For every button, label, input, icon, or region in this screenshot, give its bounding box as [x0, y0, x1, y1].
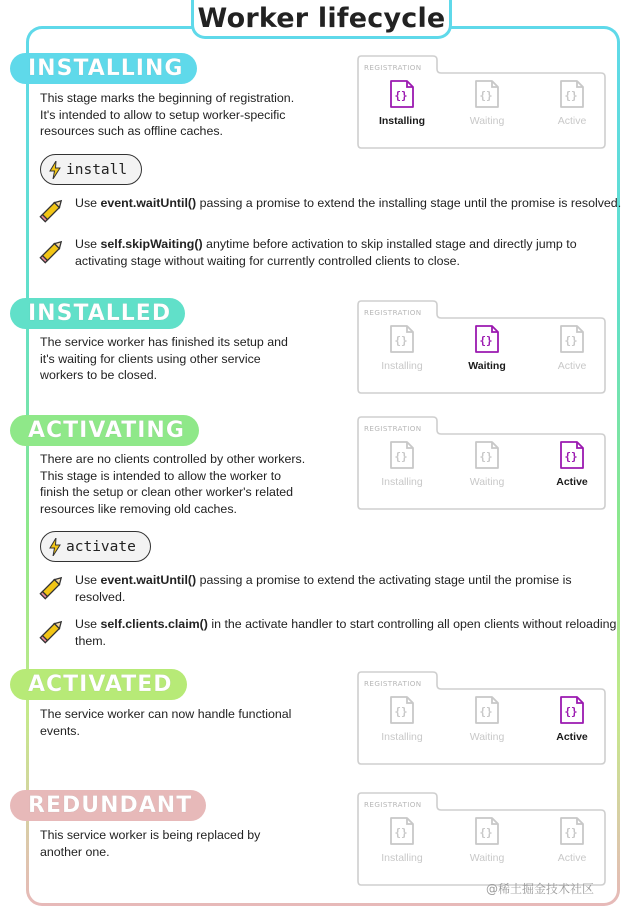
page-title: Worker lifecycle	[197, 2, 446, 34]
registration-slot-label: Active	[557, 360, 587, 372]
registration-slot-active	[532, 440, 612, 488]
registration-slot-label: Installing	[381, 731, 423, 743]
stage-pill-activated: ACTIVATED	[10, 669, 187, 700]
tip-activate-clientsclaim	[38, 616, 623, 650]
svg-text:{}: {}	[564, 450, 578, 463]
registration-slot-label: Active	[557, 852, 587, 864]
lightning-icon	[49, 538, 61, 556]
svg-text:{}: {}	[394, 826, 408, 839]
stage-description-redundant: This service worker is being replaced by another one.	[40, 828, 261, 859]
tip-text: Use event.waitUntil() passing a promise to extend the activating stage until the promise is resolved.	[75, 573, 572, 604]
pencil-icon	[38, 573, 66, 601]
curly-braces-document-icon	[474, 79, 500, 109]
curly-braces-document-icon	[559, 440, 585, 470]
curly-braces-document-icon	[559, 324, 585, 354]
registration-label: REGISTRATION	[364, 308, 422, 317]
stage-pill-activating: ACTIVATING	[10, 415, 199, 446]
registration-slot-installing	[362, 695, 442, 743]
registration-slot-label: Waiting	[469, 852, 505, 864]
curly-braces-document-icon	[559, 816, 585, 846]
svg-text:{}: {}	[479, 89, 493, 102]
svg-text:{}: {}	[394, 334, 408, 347]
registration-label: REGISTRATION	[364, 800, 422, 809]
svg-text:{}: {}	[479, 450, 493, 463]
curly-braces-document-icon	[474, 695, 500, 725]
pencil-icon	[38, 237, 66, 265]
svg-text:{}: {}	[394, 450, 408, 463]
stage-description-installing: This stage marks the beginning of registration. It's intended to allow to setup worker-specific resources such as offline caches.	[40, 91, 295, 138]
registration-label: REGISTRATION	[364, 63, 422, 72]
tip-activate-waituntil	[38, 572, 623, 606]
registration-slot-installing	[362, 79, 442, 127]
registration-slot-label: Active	[556, 731, 588, 743]
registration-slot-installing	[362, 324, 442, 372]
registration-label: REGISTRATION	[364, 679, 422, 688]
svg-text:{}: {}	[479, 705, 493, 718]
install-event-chip	[40, 154, 142, 185]
curly-braces-document-icon	[474, 440, 500, 470]
activate-event-label: activate	[66, 538, 136, 555]
registration-slot-label: Installing	[378, 115, 426, 127]
registration-slot-waiting	[447, 695, 527, 743]
registration-panel-installing	[357, 55, 607, 149]
registration-slot-active	[532, 324, 612, 372]
registration-slot-label: Waiting	[468, 360, 506, 372]
stage-pill-installed: INSTALLED	[10, 298, 185, 329]
registration-slot-installing	[362, 440, 442, 488]
registration-slot-label: Active	[557, 115, 587, 127]
registration-slot-waiting	[447, 324, 527, 372]
registration-slot-waiting	[447, 79, 527, 127]
curly-braces-document-icon	[389, 695, 415, 725]
curly-braces-document-icon	[389, 79, 415, 109]
tip-install-waituntil	[38, 195, 623, 224]
registration-slot-active	[532, 816, 612, 864]
svg-text:{}: {}	[564, 89, 578, 102]
registration-slot-label: Installing	[381, 852, 423, 864]
svg-text:{}: {}	[564, 334, 578, 347]
registration-panel-activating	[357, 416, 607, 510]
svg-text:{}: {}	[564, 705, 578, 718]
tip-text: Use self.clients.claim() in the activate handler to start controlling all open clients without reloading them.	[75, 617, 617, 648]
tip-install-skipwaiting	[38, 236, 623, 270]
registration-slot-waiting	[447, 440, 527, 488]
curly-braces-document-icon	[389, 816, 415, 846]
stage-pill-redundant: REDUNDANT	[10, 790, 206, 821]
curly-braces-document-icon	[559, 79, 585, 109]
pencil-icon	[38, 196, 66, 224]
stage-pill-installing: INSTALLING	[10, 53, 197, 84]
lightning-icon	[49, 161, 61, 179]
watermark: @稀土掘金技术社区	[486, 882, 595, 896]
registration-slot-label: Installing	[381, 476, 423, 488]
registration-slot-waiting	[447, 816, 527, 864]
svg-text:{}: {}	[394, 705, 408, 718]
curly-braces-document-icon	[474, 324, 500, 354]
stage-description-installed: The service worker has finished its setup and it's waiting for clients using other service workers to be closed.	[40, 335, 288, 382]
stage-description-activating: There are no clients controlled by other workers. This stage is intended to allow the worker to finish the setup or clean other worker's related resources like removing old caches.	[40, 452, 306, 516]
registration-slot-installing	[362, 816, 442, 864]
tip-text: Use self.skipWaiting() anytime before activation to skip installed stage and directly jump to activating stage without waiting for currently controlled clients to close.	[75, 237, 577, 268]
tip-text: Use event.waitUntil() passing a promise to extend the installing stage until the promise is resolved.	[75, 196, 622, 210]
registration-slot-label: Active	[556, 476, 588, 488]
stage-description-activated: The service worker can now handle functional events.	[40, 707, 292, 738]
registration-panel-activated	[357, 671, 607, 765]
registration-slot-label: Waiting	[469, 731, 505, 743]
registration-panel-redundant	[357, 792, 607, 886]
svg-text:{}: {}	[394, 89, 408, 102]
registration-slot-label: Waiting	[469, 476, 505, 488]
svg-text:{}: {}	[479, 826, 493, 839]
curly-braces-document-icon	[389, 440, 415, 470]
svg-text:{}: {}	[564, 826, 578, 839]
pencil-icon	[38, 617, 66, 645]
registration-slot-active	[532, 695, 612, 743]
curly-braces-document-icon	[389, 324, 415, 354]
svg-text:{}: {}	[479, 334, 493, 347]
install-event-label: install	[66, 161, 128, 178]
registration-label: REGISTRATION	[364, 424, 422, 433]
registration-slot-label: Installing	[381, 360, 423, 372]
activate-event-chip	[40, 531, 151, 562]
registration-slot-active	[532, 79, 612, 127]
curly-braces-document-icon	[474, 816, 500, 846]
registration-panel-installed	[357, 300, 607, 394]
registration-slot-label: Waiting	[469, 115, 505, 127]
curly-braces-document-icon	[559, 695, 585, 725]
title-box	[191, 0, 452, 39]
